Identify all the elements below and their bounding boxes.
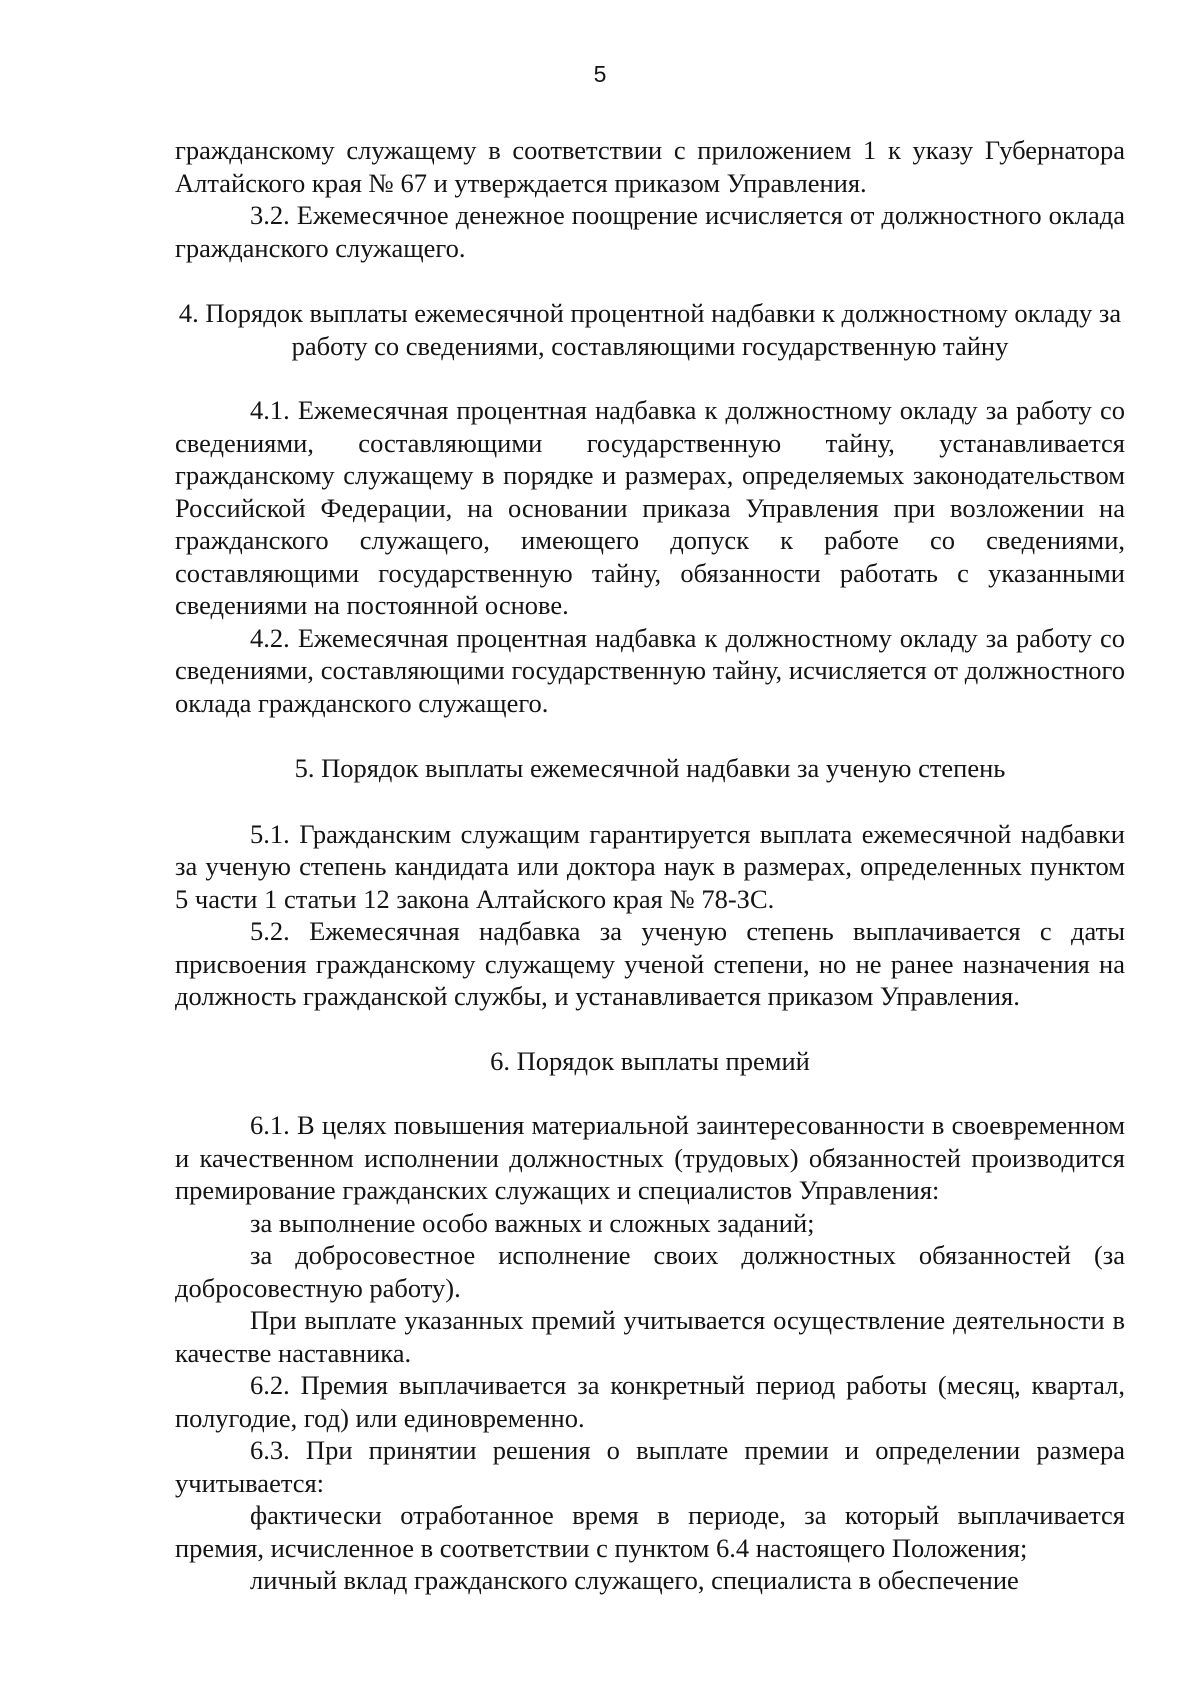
paragraph-6-1-item-b: за добросовестное исполнение своих должностных обязанностей (за добросовестную работу). bbox=[175, 1240, 1125, 1303]
paragraph-6-3: 6.3. При принятии решения о выплате премии и определении размера учитывается: bbox=[175, 1435, 1125, 1498]
paragraph-continuation: гражданскому служащему в соответствии с приложением 1 к указу Губернатора Алтайского края № 67 и утверждается приказом Управления. bbox=[175, 135, 1125, 198]
paragraph-6-3-item-a: фактически отработанное время в периоде, за который выплачивается премия, исчисленное в соответствии с пунктом 6.4 настоящего Положения; bbox=[175, 1500, 1125, 1563]
paragraph-6-3-item-b: личный вклад гражданского служащего, специалиста в обеспечение bbox=[250, 1565, 1019, 1595]
paragraph-5-1: 5.1. Гражданским служащим гарантируется выплата ежемесячной надбавки за ученую степень кандидата или доктора наук в размерах, определенных пунктом 5 части 1 статьи 12 закона Алтайского края № 78-ЗС. bbox=[175, 818, 1125, 914]
section-heading-4: 4. Порядок выплаты ежемесячной процентной надбавки к должностному окладу за работу со сведениями, составляющими государственную тайну bbox=[178, 298, 1122, 361]
paragraph-4-1: 4.1. Ежемесячная процентная надбавка к должностному окладу за работу со сведениями, составляющими государственную тайну, устанавливается гражданскому служащему в порядке и размерах, определяемых законодательством Российской Федерации, на основании приказа Управления при возложении на гражданского служащего, имеющего допуск к работе со сведениями, составляющими государственную тайну, обязанности работать с указанными сведениями на постоянной основе. bbox=[175, 395, 1125, 620]
paragraph-6-1: 6.1. В целях повышения материальной заинтересованности в своевременном и качественном исполнении должностных (трудовых) обязанностей производится премирование гражданских служащих и специалистов Управления: bbox=[175, 1110, 1125, 1205]
paragraph-6-1-item-a: за выполнение особо важных и сложных заданий; bbox=[250, 1207, 815, 1238]
paragraph-5-2: 5.2. Ежемесячная надбавка за ученую степень выплачивается с даты присвоения гражданскому служащему ученой степени, но не ранее назначения на должность гражданской службы, и устанавливается приказом Управления. bbox=[175, 916, 1125, 1011]
page-number: 5 bbox=[593, 61, 607, 87]
section-heading-6: 6. Порядок выплаты премий bbox=[490, 1045, 810, 1076]
paragraph-4-2: 4.2. Ежемесячная процентная надбавка к должностному окладу за работу со сведениями, составляющими государственную тайну, исчисляется от должностного оклада гражданского служащего. bbox=[175, 622, 1125, 718]
document-body bbox=[175, 134, 1125, 1597]
paragraph-6-2: 6.2. Премия выплачивается за конкретный период работы (месяц, квартал, полугодие, год) или единовременно. bbox=[175, 1370, 1125, 1433]
paragraph-3-2: 3.2. Ежемесячное денежное поощрение исчисляется от должностного оклада гражданского служащего. bbox=[175, 200, 1125, 263]
section-heading-5: 5. Порядок выплаты ежемесячной надбавки за ученую степень bbox=[294, 753, 1006, 783]
paragraph-6-1-note: При выплате указанных премий учитывается осуществление деятельности в качестве наставника. bbox=[175, 1305, 1125, 1368]
